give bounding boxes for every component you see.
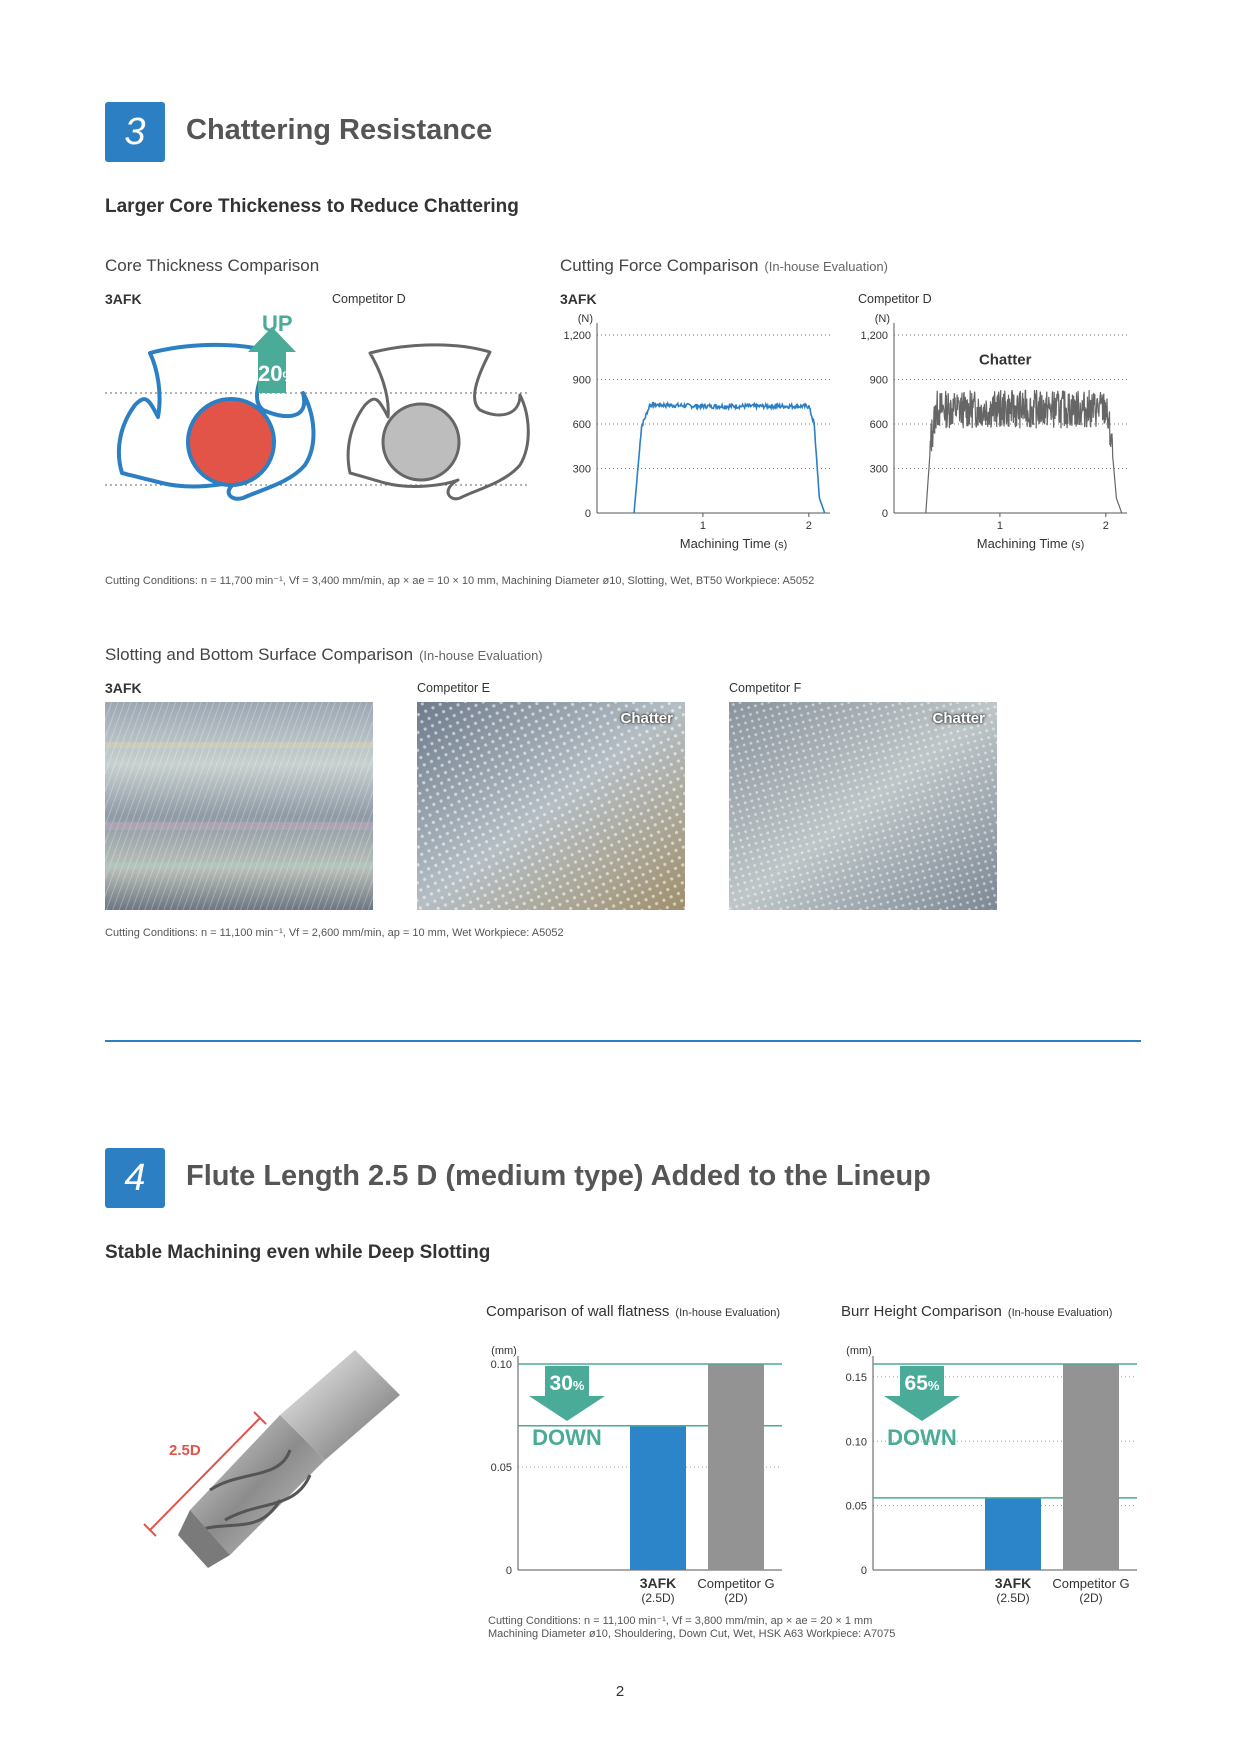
- section-subtitle: Larger Core Thickeness to Reduce Chattering: [105, 196, 519, 217]
- y-tick-label: 0: [860, 1565, 867, 1577]
- section-number-badge: 3: [105, 102, 165, 162]
- end-mill-illustration: [130, 1340, 420, 1590]
- category-label: 3AFK: [639, 1575, 677, 1591]
- surface-photo-competitor-e: [417, 702, 685, 910]
- reduction-word: DOWN: [887, 1425, 957, 1450]
- y-unit-label: (N): [577, 313, 593, 325]
- x-tick-label: 2: [1102, 520, 1109, 532]
- slotting-title: Slotting and Bottom Surface Comparison (In-house Evaluation): [105, 645, 543, 664]
- tool-length-label: 2.5D: [169, 1442, 201, 1459]
- photo-label-competitor-e: Competitor E: [417, 681, 490, 695]
- y-tick-label: 0: [881, 508, 888, 520]
- y-tick-label: 0.10: [845, 1436, 867, 1449]
- category-sub-label: (2D): [724, 1591, 748, 1605]
- y-tick-label: 300: [572, 463, 591, 476]
- y-unit-label: (mm): [846, 1345, 872, 1357]
- chatter-tag-e: Chatter: [620, 710, 673, 727]
- cutting-force-chart-3afk: [555, 308, 840, 558]
- y-tick-label: 0.15: [845, 1371, 867, 1384]
- reduction-value: 30%: [549, 1372, 585, 1395]
- bar-3afk: [985, 1498, 1041, 1570]
- cutting-conditions-1: Cutting Conditions: n = 11,700 min⁻¹, Vf = 3,400 mm/min, ap × ae = 10 × 10 mm, Machining Diameter ø10, Slotting, Wet, BT50 Workpiece: A5052: [105, 575, 815, 587]
- reduction-word: DOWN: [532, 1425, 602, 1450]
- 3afk-core-circle: [188, 399, 274, 485]
- cutting-conditions-2: Cutting Conditions: n = 11,100 min⁻¹, Vf = 2,600 mm/min, ap = 10 mm, Wet Workpiece: A5052: [105, 927, 564, 939]
- category-sub-label: (2D): [1079, 1591, 1103, 1605]
- core-thickness-title: Core Thickness Comparison: [105, 256, 320, 275]
- y-tick-label: 1,200: [563, 330, 591, 342]
- y-unit-label: (N): [874, 313, 890, 325]
- up-value: 20%: [258, 361, 295, 386]
- y-tick-label: 0: [505, 1565, 512, 1577]
- force-label-competitor: Competitor D: [858, 292, 932, 306]
- y-tick-label: 900: [869, 374, 888, 387]
- y-tick-label: 1,200: [860, 330, 888, 342]
- wall-flatness-chart: [480, 1340, 790, 1630]
- y-tick-label: 900: [572, 374, 591, 387]
- bar-competitor: [1063, 1364, 1119, 1570]
- burr-height-chart: [835, 1340, 1145, 1630]
- photo-label-3afk: 3AFK: [105, 680, 142, 696]
- core-thickness-diagram: [100, 305, 540, 520]
- x-tick-label: 1: [996, 520, 1003, 532]
- burr-height-title: Burr Height Comparison (In-house Evaluation): [841, 1303, 1113, 1320]
- bar-competitor: [708, 1364, 764, 1570]
- photo-label-competitor-f: Competitor F: [729, 681, 802, 695]
- section-title: Chattering Resistance: [186, 114, 493, 146]
- section-divider: [105, 1040, 1141, 1042]
- category-label: 3AFK: [994, 1575, 1032, 1591]
- y-tick-label: 0.05: [845, 1500, 867, 1513]
- surface-photo-3afk: [105, 702, 373, 910]
- force-signal-line: [634, 403, 825, 513]
- up-label: UP: [262, 311, 293, 336]
- cutting-conditions-4: Machining Diameter ø10, Shouldering, Down Cut, Wet, HSK A63 Workpiece: A7075: [488, 1628, 896, 1640]
- core-label-3afk: 3AFK: [105, 291, 142, 307]
- y-unit-label: (mm): [491, 1345, 517, 1357]
- x-axis-label: Machining Time (s): [679, 536, 788, 551]
- section-subtitle-4: Stable Machining even while Deep Slotting: [105, 1242, 491, 1263]
- chatter-tag-f: Chatter: [932, 710, 985, 727]
- competitor-core-circle: [383, 404, 459, 480]
- section-title-4: Flute Length 2.5 D (medium type) Added to the Lineup: [186, 1160, 931, 1192]
- chatter-label: Chatter: [978, 351, 1032, 369]
- core-label-competitor: Competitor D: [332, 292, 406, 306]
- cutting-force-chart-competitor: [852, 308, 1137, 558]
- x-tick-label: 1: [699, 520, 706, 532]
- category-label: Competitor G: [1052, 1576, 1130, 1591]
- category-label: Competitor G: [697, 1576, 775, 1591]
- bar-3afk: [630, 1426, 686, 1570]
- category-sub-label: (2.5D): [641, 1591, 675, 1605]
- force-signal-line: [926, 390, 1122, 513]
- cutting-conditions-3: Cutting Conditions: n = 11,100 min⁻¹, Vf = 3,800 mm/min, ap × ae = 20 × 1 mm: [488, 1615, 873, 1627]
- y-tick-label: 600: [869, 419, 888, 431]
- y-tick-label: 0.05: [490, 1462, 512, 1474]
- wall-flatness-title: Comparison of wall flatness (In-house Evaluation): [486, 1303, 780, 1320]
- cutting-force-title: Cutting Force Comparison (In-house Evaluation): [560, 256, 888, 275]
- y-tick-label: 300: [869, 463, 888, 476]
- x-axis-label: Machining Time (s): [976, 536, 1085, 551]
- page-number: 2: [615, 1683, 625, 1700]
- y-tick-label: 0.10: [490, 1359, 512, 1371]
- surface-photo-competitor-f: [729, 702, 997, 910]
- x-tick-label: 2: [805, 520, 812, 532]
- reduction-value: 65%: [904, 1372, 940, 1395]
- category-sub-label: (2.5D): [996, 1591, 1030, 1605]
- section-number-badge-4: 4: [105, 1148, 165, 1208]
- force-label-3afk: 3AFK: [560, 291, 597, 307]
- y-tick-label: 600: [572, 419, 591, 431]
- y-tick-label: 0: [584, 508, 591, 520]
